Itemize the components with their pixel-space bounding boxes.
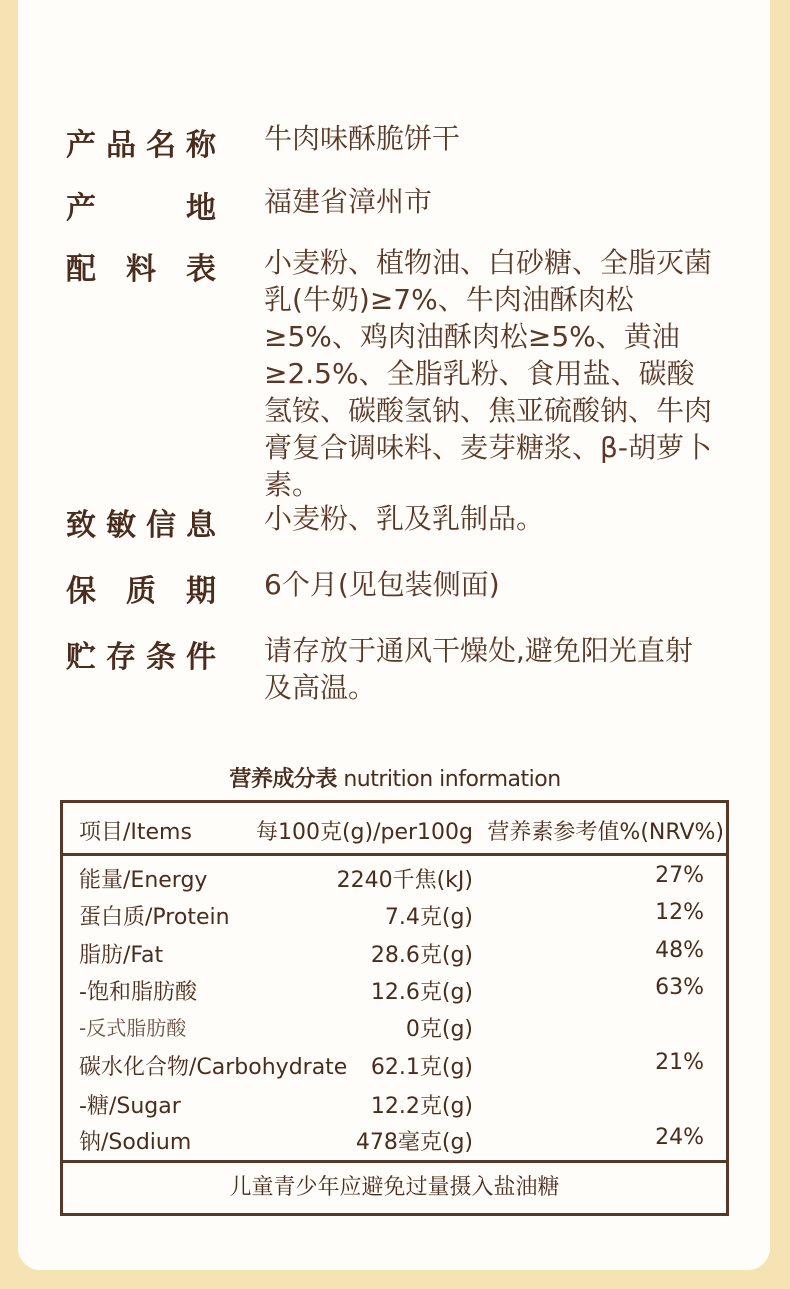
table-row	[63, 1008, 726, 1046]
row-nrv: 24%	[655, 1125, 704, 1150]
info-label: 产 品 名 称	[66, 128, 216, 163]
row-amount: 12.2克(g)	[370, 1094, 473, 1119]
nutrition-title	[0, 762, 790, 793]
row-amount: 12.6克(g)	[370, 980, 473, 1005]
row-name: 钠/Sodium	[79, 1130, 192, 1155]
table-row	[63, 1121, 726, 1159]
row-nrv: 27%	[655, 863, 704, 888]
info-value: 6个月(见包装侧面)	[264, 568, 500, 601]
info-label: 产 地	[66, 191, 216, 226]
row-name: -糖/Sugar	[79, 1094, 181, 1119]
table-row	[63, 934, 726, 972]
row-nrv: 48%	[655, 938, 704, 963]
info-label: 贮 存 条 件	[66, 640, 216, 675]
nutrition-title-cn: 营养成分表	[229, 767, 337, 792]
row-name: -饱和脂肪酸	[79, 980, 197, 1005]
table-row	[63, 971, 726, 1009]
info-label: 致 敏 信 息	[66, 508, 216, 543]
info-value: 福建省漳州市	[264, 185, 433, 218]
info-value: 牛肉味酥脆饼干	[264, 122, 461, 155]
info-label: 保 质 期	[66, 574, 216, 609]
row-name: 脂肪/Fat	[79, 943, 164, 968]
row-amount: 2240千焦(kJ)	[336, 868, 473, 893]
row-amount: 28.6克(g)	[370, 943, 473, 968]
header-nrv: 营养素参考值%(NRV%)	[487, 820, 724, 845]
nutrition-table-header	[63, 803, 726, 856]
table-row	[63, 1046, 726, 1084]
info-label: 配 料 表	[66, 252, 216, 287]
row-name: -反式脂肪酸	[79, 1016, 187, 1040]
header-amount: 每100克(g)/per100g	[255, 820, 473, 845]
info-value: 小麦粉、乳及乳制品。	[264, 502, 545, 535]
info-value: 小麦粉、植物油、白砂糖、全脂灭菌乳(牛奶)≥7%、牛肉油酥肉松≥5%、鸡肉油酥肉松≥5%、黄油≥2.5%、全脂乳粉、食用盐、碳酸氢铵、碳酸氢钠、焦亚硫酸钠、牛肉膏复合调味料、麦芽糖浆、β-胡萝卜素。	[264, 246, 713, 501]
table-row	[63, 859, 726, 897]
row-amount: 7.4克(g)	[384, 905, 473, 930]
row-amount: 478毫克(g)	[355, 1130, 473, 1155]
table-row	[63, 1085, 726, 1123]
info-value: 请存放于通风干燥处,避免阳光直射及高温。	[264, 634, 693, 704]
nutrition-footer: 儿童青少年应避免过量摄入盐油糖	[63, 1160, 726, 1213]
row-nrv: 12%	[655, 900, 704, 925]
row-amount: 0克(g)	[405, 1017, 473, 1042]
row-amount: 62.1克(g)	[370, 1055, 473, 1080]
row-nrv: 63%	[655, 975, 704, 1000]
row-name: 蛋白质/Protein	[79, 905, 230, 930]
nutrition-title-en: nutrition information	[343, 767, 561, 792]
row-name: 能量/Energy	[79, 868, 208, 893]
table-row	[63, 896, 726, 934]
nutrition-table	[60, 800, 729, 1216]
row-name: 碳水化合物/Carbohydrate	[79, 1055, 348, 1080]
header-item: 项目/Items	[79, 820, 192, 845]
row-nrv: 21%	[655, 1050, 704, 1075]
